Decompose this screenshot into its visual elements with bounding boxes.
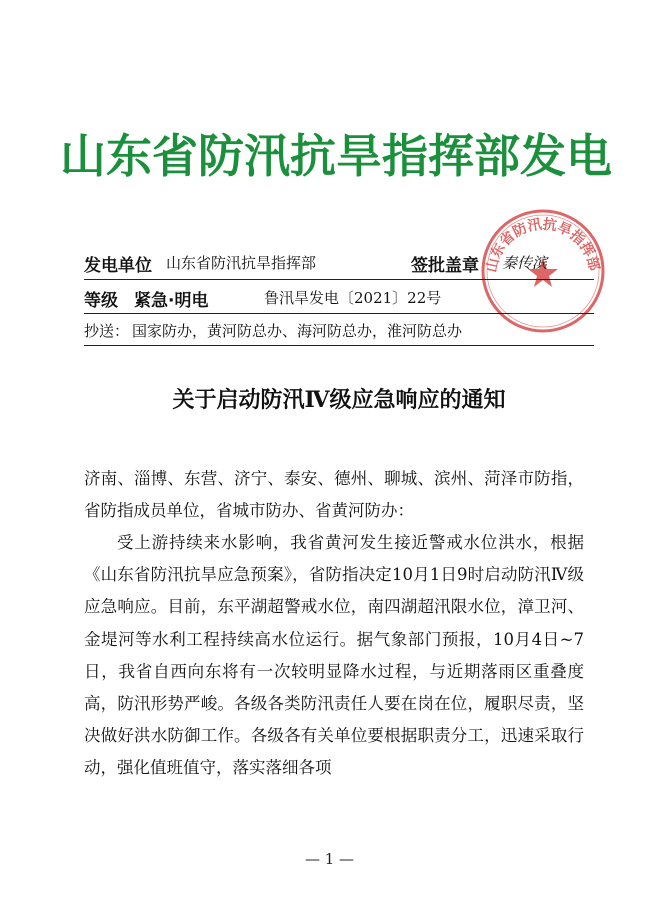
masthead-title: 山东省防汛抗旱指挥部发电	[60, 129, 612, 183]
body-paragraph: 受上游持续来水影响，我省黄河发生接近警戒水位洪水，根据《山东省防汛抗旱应急预案》，省防指决定10月1日9时启动防汛Ⅳ级应急响应。目前，东平湖超警戒水位，南四湖超汛限水位，漳卫河、金堤河等水利工程持续高水位运行。据气象部门预报，10月4日~7日，我省自西向东将有一次较明显降水过程，与近期落雨区重叠度高，防汛形势严峻。各级各类防汛责任人要在岗在位，履职尽责，坚决做好洪水防御工作。各级各有关单位要根据职责分工，迅速采取行动，强化值班值守，落实落细各项	[84, 533, 584, 778]
notice-title: 关于启动防汛Ⅳ级应急响应的通知	[172, 387, 506, 413]
divider-line	[84, 345, 594, 346]
divider-line	[84, 313, 594, 314]
page-number: — 1 —	[304, 850, 355, 868]
cc-label: 抄送：	[84, 322, 130, 340]
cc-value: 国家防办，黄河防总办、海河防总办，淮河防总办	[132, 322, 463, 340]
header-row-cc	[84, 316, 594, 346]
signer-label: 签批盖章	[411, 256, 479, 276]
divider-line	[84, 279, 594, 280]
header-row-issuer	[84, 248, 594, 278]
grade-value: 紧急·明电	[134, 291, 209, 311]
seal-text: 山东省防汛抗旱指挥部	[483, 216, 602, 274]
signer-value: 秦传滨	[502, 254, 548, 272]
doc-number: 鲁汛旱发电〔2021〕22号	[264, 289, 442, 307]
issuer-label: 发电单位	[84, 256, 152, 276]
grade-label: 等级	[84, 291, 118, 311]
issuer-value: 山东省防汛抗旱指挥部	[166, 254, 317, 272]
header-row-grade	[84, 283, 594, 313]
recipients-paragraph: 济南、淄博、东营、济宁、泰安、德州、聊城、滨州、菏泽市防指，省防指成员单位，省城市防办、省黄河防办：	[84, 469, 584, 521]
